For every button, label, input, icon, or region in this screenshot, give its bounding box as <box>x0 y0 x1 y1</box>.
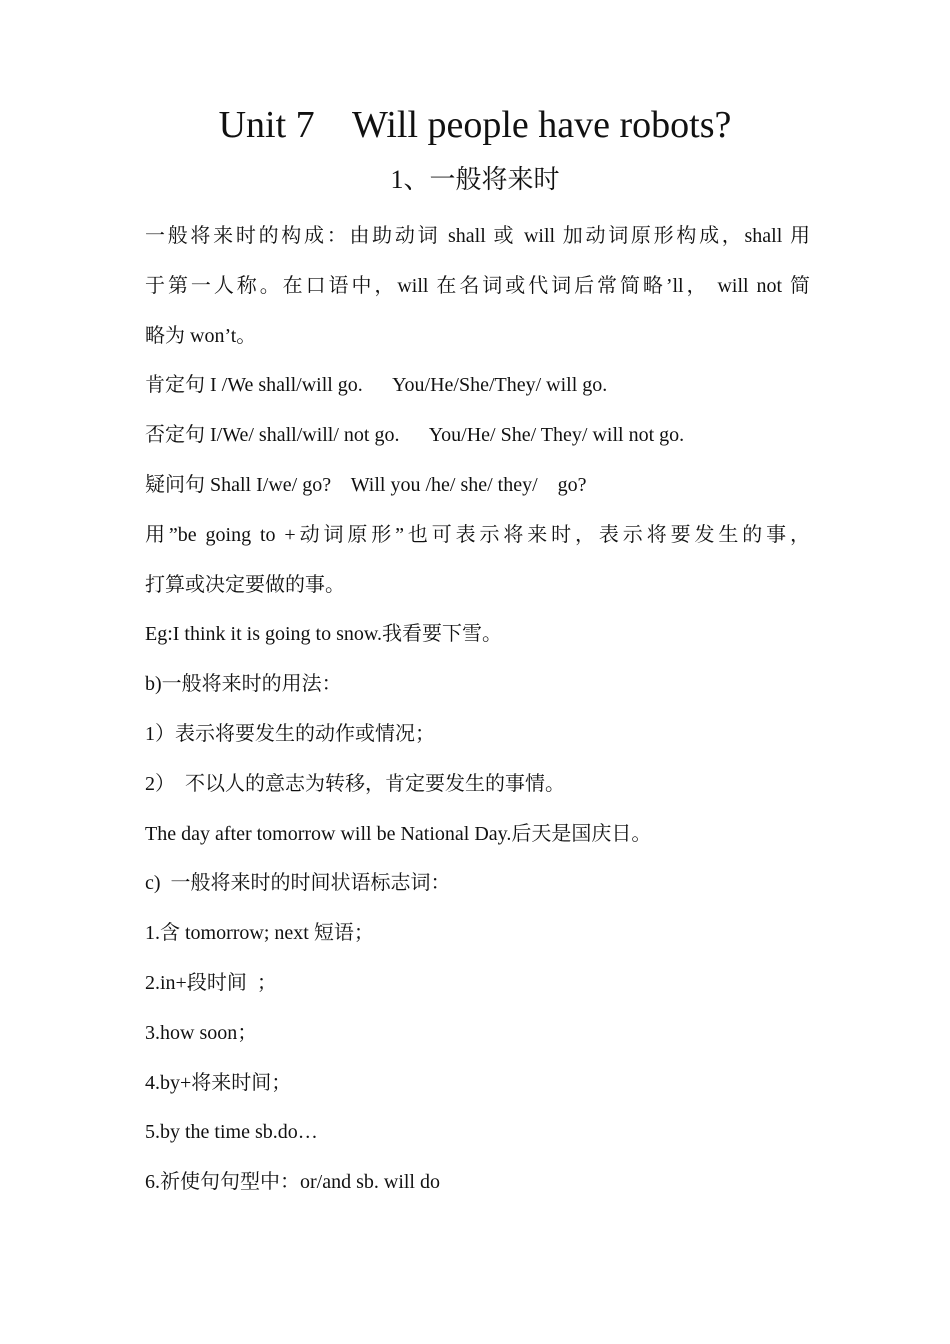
question-example-line: 疑问句 Shall I/we/ go? Will you /he/ she/ they/ go? <box>145 473 587 496</box>
usage-heading: b)一般将来时的用法： <box>145 673 342 696</box>
paragraph-line: 一般将来时的构成：由助动词 shall 或 will 加动词原形构成，shall 用 <box>145 225 810 247</box>
list-item: 4.by+将来时间； <box>145 1071 292 1094</box>
example-sentence: Eg:I think it is going to snow.我看要下雪。 <box>145 623 503 646</box>
paragraph-line: 用”be going to +动词原形”也可表示将来时，表示将要发生的事， <box>145 523 810 546</box>
document-title: Unit 7 Will people have robots? <box>218 104 732 146</box>
negative-example-line: 否定句 I/We/ shall/will/ not go. You/He/ She/ They/ will not go. <box>145 424 685 447</box>
example-sentence: The day after tomorrow will be National Day.后天是国庆日。 <box>145 822 652 845</box>
paragraph-line: 打算或决定要做的事。 <box>145 573 345 596</box>
document-body <box>145 212 810 1208</box>
time-marker-heading: c) 一般将来时的时间状语标志词： <box>145 872 451 895</box>
list-item: 6.祈使句句型中：or/and sb. will do <box>145 1171 440 1194</box>
list-item: 2） 不以人的意志为转移，肯定要发生的事情。 <box>145 772 565 795</box>
paragraph-line: 略为 won’t。 <box>145 324 257 347</box>
paragraph-line: 于第一人称。在口语中，will 在名词或代词后常简略’ll， will not 简 <box>145 274 810 297</box>
list-item: 3.how soon； <box>145 1021 258 1044</box>
list-item: 1.含 tomorrow; next 短语； <box>145 922 374 945</box>
affirmative-example-line: 肯定句 I /We shall/will go. You/He/She/They/ will go. <box>145 374 608 397</box>
section-heading: 1、一般将来时 <box>390 165 560 194</box>
list-item: 1）表示将要发生的动作或情况； <box>145 722 435 745</box>
list-item: 2.in+段时间 ； <box>145 971 277 994</box>
list-item: 5.by the time sb.do… <box>145 1121 318 1144</box>
